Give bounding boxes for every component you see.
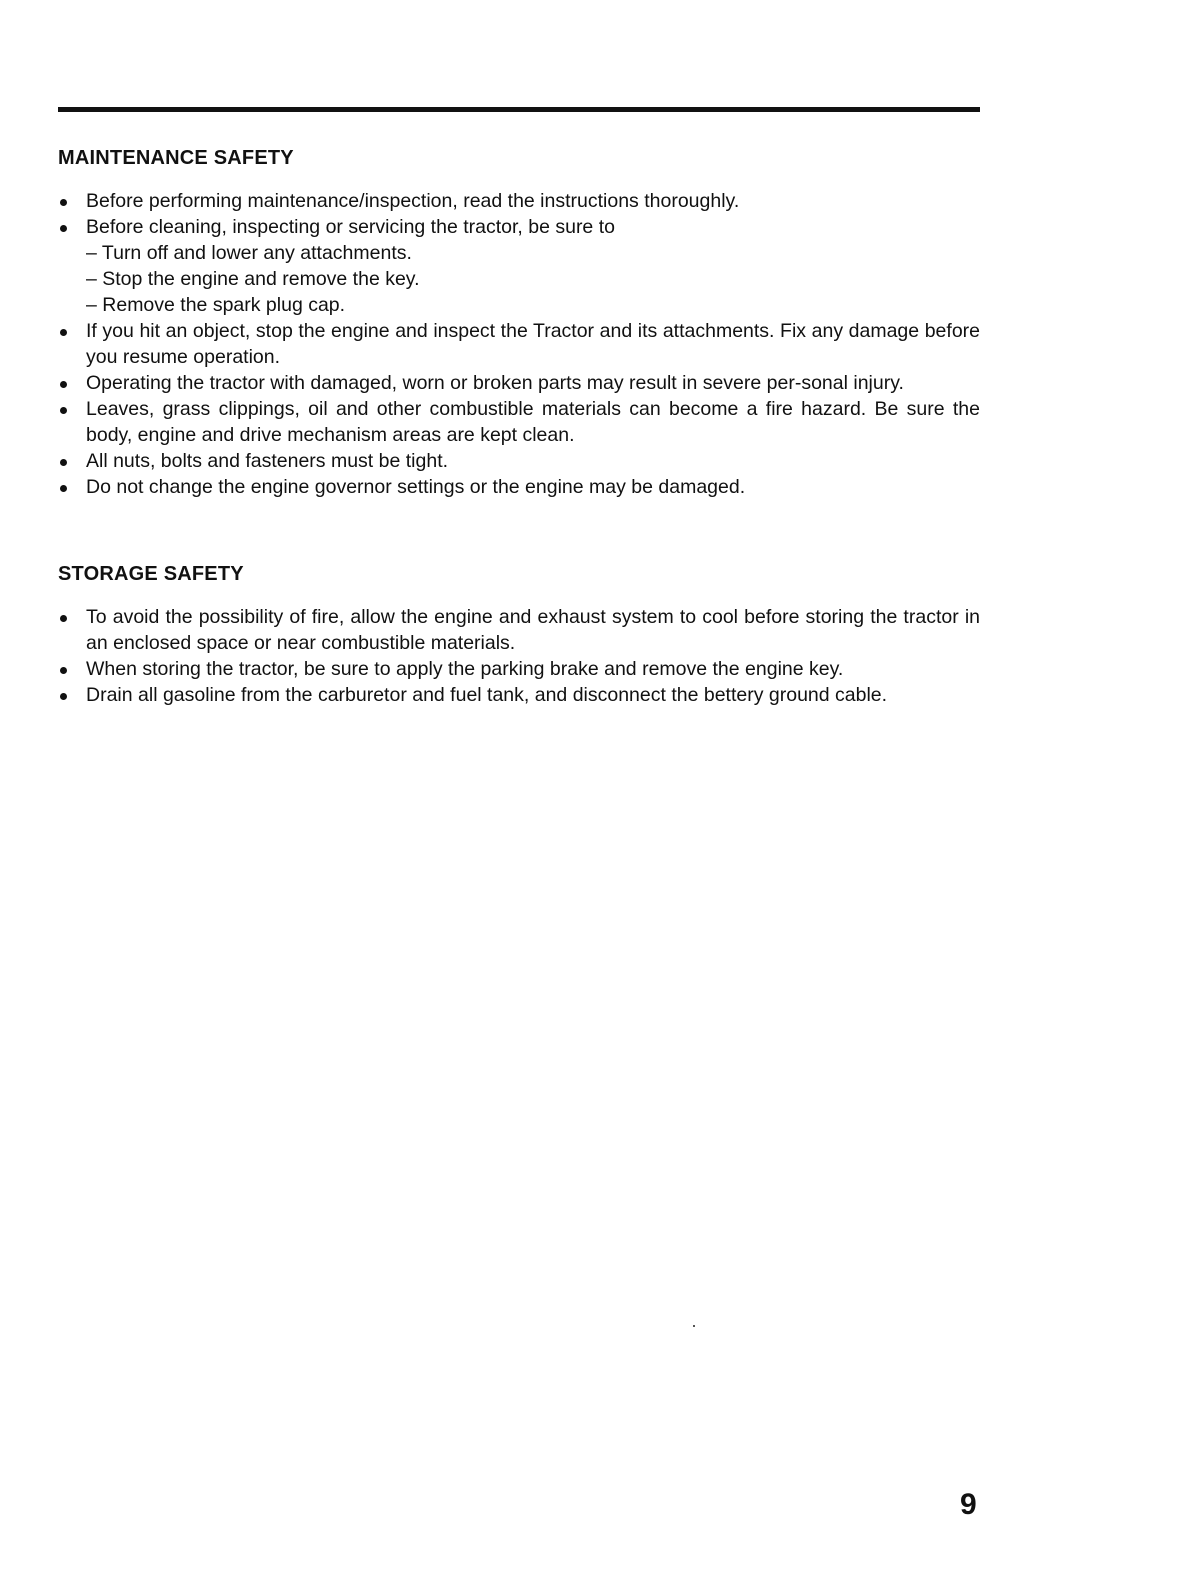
list-item-text: Before cleaning, inspecting or servicing the tractor, be sure to xyxy=(86,216,615,238)
list-item xyxy=(58,370,980,396)
list-item xyxy=(58,656,980,682)
list-item-text: Leaves, grass clippings, oil and other combustible materials can become a fire hazard. Be sure the body, engine and drive mechanism areas are kept clean. xyxy=(86,398,980,446)
list-item-text: Before performing maintenance/inspection, read the instructions thoroughly. xyxy=(86,190,740,212)
list-item-text: To avoid the possibility of fire, allow the engine and exhaust system to cool before storing the tractor in an enclosed space or near combustible materials. xyxy=(86,606,980,654)
list-item xyxy=(58,604,980,656)
bullet-icon xyxy=(60,407,67,414)
list-item xyxy=(58,396,980,448)
bullet-icon xyxy=(60,199,67,206)
list-item xyxy=(58,682,980,708)
storage-safety-heading: STORAGE SAFETY xyxy=(58,563,244,585)
storage-safety-section xyxy=(58,562,980,708)
list-item xyxy=(58,448,980,474)
maintenance-safety-section xyxy=(58,146,980,500)
bullet-icon xyxy=(60,667,67,674)
top-rule xyxy=(58,107,980,112)
bullet-icon xyxy=(60,329,67,336)
bullet-icon xyxy=(60,693,67,700)
maintenance-safety-list xyxy=(58,188,980,500)
sub-list-item: – Stop the engine and remove the key. xyxy=(86,268,420,290)
bullet-icon xyxy=(60,485,67,492)
list-item xyxy=(58,214,980,318)
list-item-text: Operating the tractor with damaged, worn or broken parts may result in severe per-sonal injury. xyxy=(86,372,904,394)
bullet-icon xyxy=(60,459,67,466)
list-item-text: When storing the tractor, be sure to apply the parking brake and remove the engine key. xyxy=(86,658,844,680)
sub-list-item: – Turn off and lower any attachments. xyxy=(86,242,412,264)
list-item-text: If you hit an object, stop the engine and inspect the Tractor and its attachments. Fix any damage before you resume operation. xyxy=(86,320,980,368)
bullet-icon xyxy=(60,615,67,622)
bullet-icon xyxy=(60,381,67,388)
sub-list-item: – Remove the spark plug cap. xyxy=(86,294,346,316)
sub-list xyxy=(86,240,980,318)
list-item xyxy=(58,188,980,214)
list-item-text: Do not change the engine governor settings or the engine may be damaged. xyxy=(86,476,746,498)
list-item xyxy=(58,318,980,370)
list-item xyxy=(58,474,980,500)
storage-safety-list xyxy=(58,604,980,708)
list-item-text: Drain all gasoline from the carburetor and fuel tank, and disconnect the bettery ground cable. xyxy=(86,684,888,706)
list-item-text: All nuts, bolts and fasteners must be tight. xyxy=(86,450,449,472)
scan-speck xyxy=(693,1325,695,1327)
page-number: 9 xyxy=(960,1488,977,1521)
bullet-icon xyxy=(60,225,67,232)
maintenance-safety-heading: MAINTENANCE SAFETY xyxy=(58,147,294,169)
